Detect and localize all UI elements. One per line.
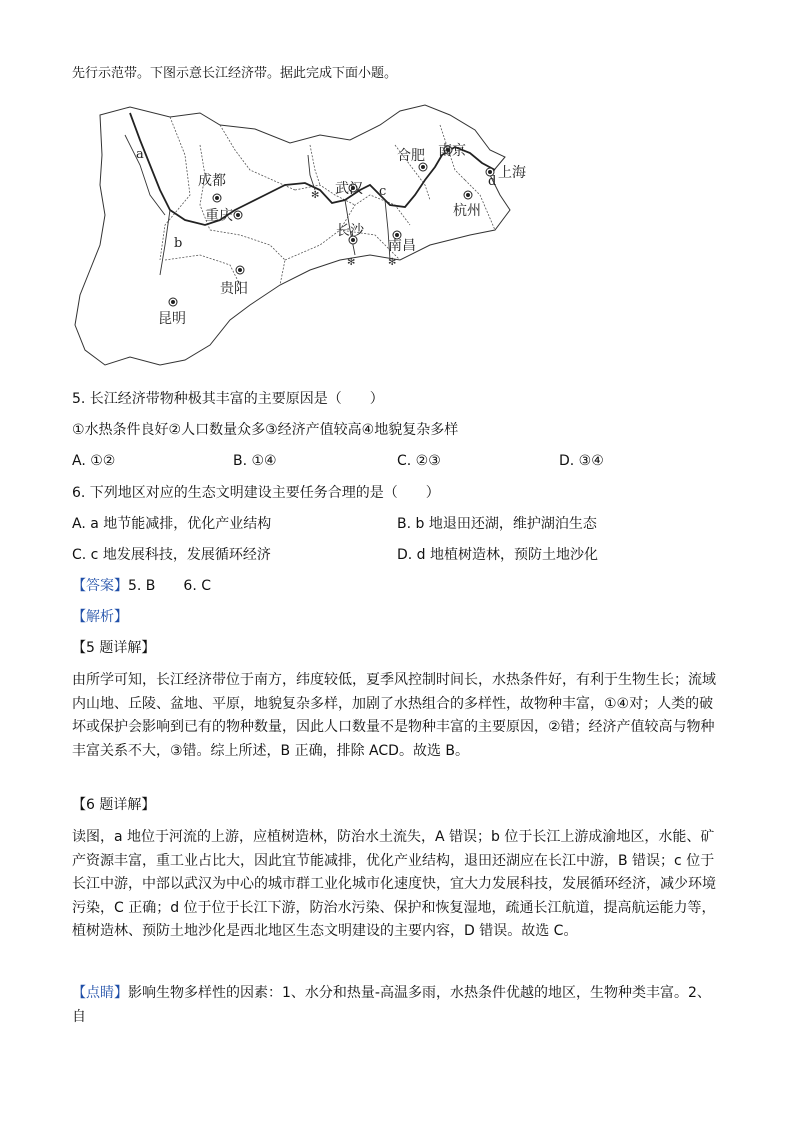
city-label-nanjing: 南京: [438, 143, 466, 159]
q6-stem: 6. 下列地区对应的生态文明建设主要任务合理的是（ ）: [72, 485, 440, 501]
city-label-chengdu: 成都: [198, 173, 226, 189]
q6-option-c: C. c 地发展科技，发展循环经济: [72, 547, 271, 563]
yangtze-economic-belt-map: [70, 95, 560, 375]
city-label-shanghai: 上海: [498, 165, 526, 181]
city-label-kunming: 昆明: [158, 311, 186, 327]
q5-option-b: B. ①④: [233, 453, 277, 469]
svg-text:✻: ✻: [347, 257, 356, 268]
detail5-paragraph: 由所学可知，长江经济带位于南方，纬度较低，夏季风控制时间长，水热条件好，有利于生物生长；流域内山地、丘陵、盆地、平原，地貌复杂多样，加剧了水热组合的多样性，故物种丰富，①④对；人类的破坏或保护会影响到已有的物种数量，因此人口数量不是物种丰富的主要原因，②错；经济产值较高与物种丰富关系不大，③错。综上所述，B 正确，排除 ACD。故选 B。: [72, 672, 716, 759]
q5-option-c: C. ②③: [397, 453, 441, 469]
q5-stem: 5. 长江经济带物种极其丰富的主要原因是（ ）: [72, 391, 384, 407]
svg-text:✻: ✻: [388, 257, 397, 268]
map-letter-a: a: [136, 147, 144, 162]
svg-text:✻: ✻: [311, 190, 320, 201]
city-label-hefei: 合肥: [397, 148, 425, 164]
q6-option-d: D. d 地植树造林，预防土地沙化: [397, 547, 599, 563]
map-letter-d: d: [488, 174, 497, 189]
q5-option-a: A. ①②: [72, 453, 116, 469]
q6-option-a: A. a 地节能减排，优化产业结构: [72, 516, 272, 532]
detail6-title: 【6 题详解】: [72, 797, 156, 813]
analysis-tag: 【解析】: [72, 609, 128, 625]
map-letter-c: c: [379, 184, 387, 199]
answer-text: 5. B 6. C: [128, 578, 211, 594]
detail6-paragraph: 读图，a 地位于河流的上游，应植树造林，防治水土流失，A 错误；b 位于长江上游成渝地区，水能、矿产资源丰富，重工业占比大，因此宜节能减排，优化产业结构，退田还湖应在长江中游，B 错误；c 位于长江中游，中部以武汉为中心的城市群工业化城市化速度快，宜大力发展科技，发展循环经济，减少环境污染，C 正确；d 位于位于长江下游，防治水污染、保护和恢复湿地，疏通长江航道，提高航运能力等，植树造林、预防土地沙化是西北地区生态文明建设的主要内容，D 错误。故选 C。: [72, 829, 716, 939]
answer-tag: 【答案】: [72, 578, 128, 594]
city-label-hangzhou: 杭州: [453, 203, 481, 219]
intro-text: 先行示范带。下图示意长江经济带。据此完成下面小题。: [72, 66, 398, 81]
map-letter-b: b: [174, 236, 183, 251]
q5-items: ①水热条件良好②人口数量众多③经济产值较高④地貌复杂多样: [72, 422, 459, 438]
analysis-heading: [72, 607, 128, 627]
tip-tag: 【点睛】: [72, 985, 128, 1001]
answer-line: [72, 576, 211, 596]
city-label-guiyang: 贵阳: [220, 281, 248, 297]
detail5-title: 【5 题详解】: [72, 640, 156, 656]
q6-option-b: B. b 地退田还湖，维护湖泊生态: [397, 516, 597, 532]
q5-option-d: D. ③④: [559, 453, 604, 469]
tip-text: 影响生物多样性的因素：1、水分和热量-高温多雨，水热条件优越的地区，生物种类丰富。2、自: [72, 985, 711, 1025]
city-label-chongqing: 重庆: [205, 208, 233, 224]
yangtze-river: [130, 113, 495, 225]
tip-paragraph: [72, 982, 724, 1029]
city-label-changsha: 长沙: [336, 223, 364, 239]
city-label-nanchang: 南昌: [388, 238, 416, 254]
city-label-wuhan: 武汉: [335, 181, 363, 197]
